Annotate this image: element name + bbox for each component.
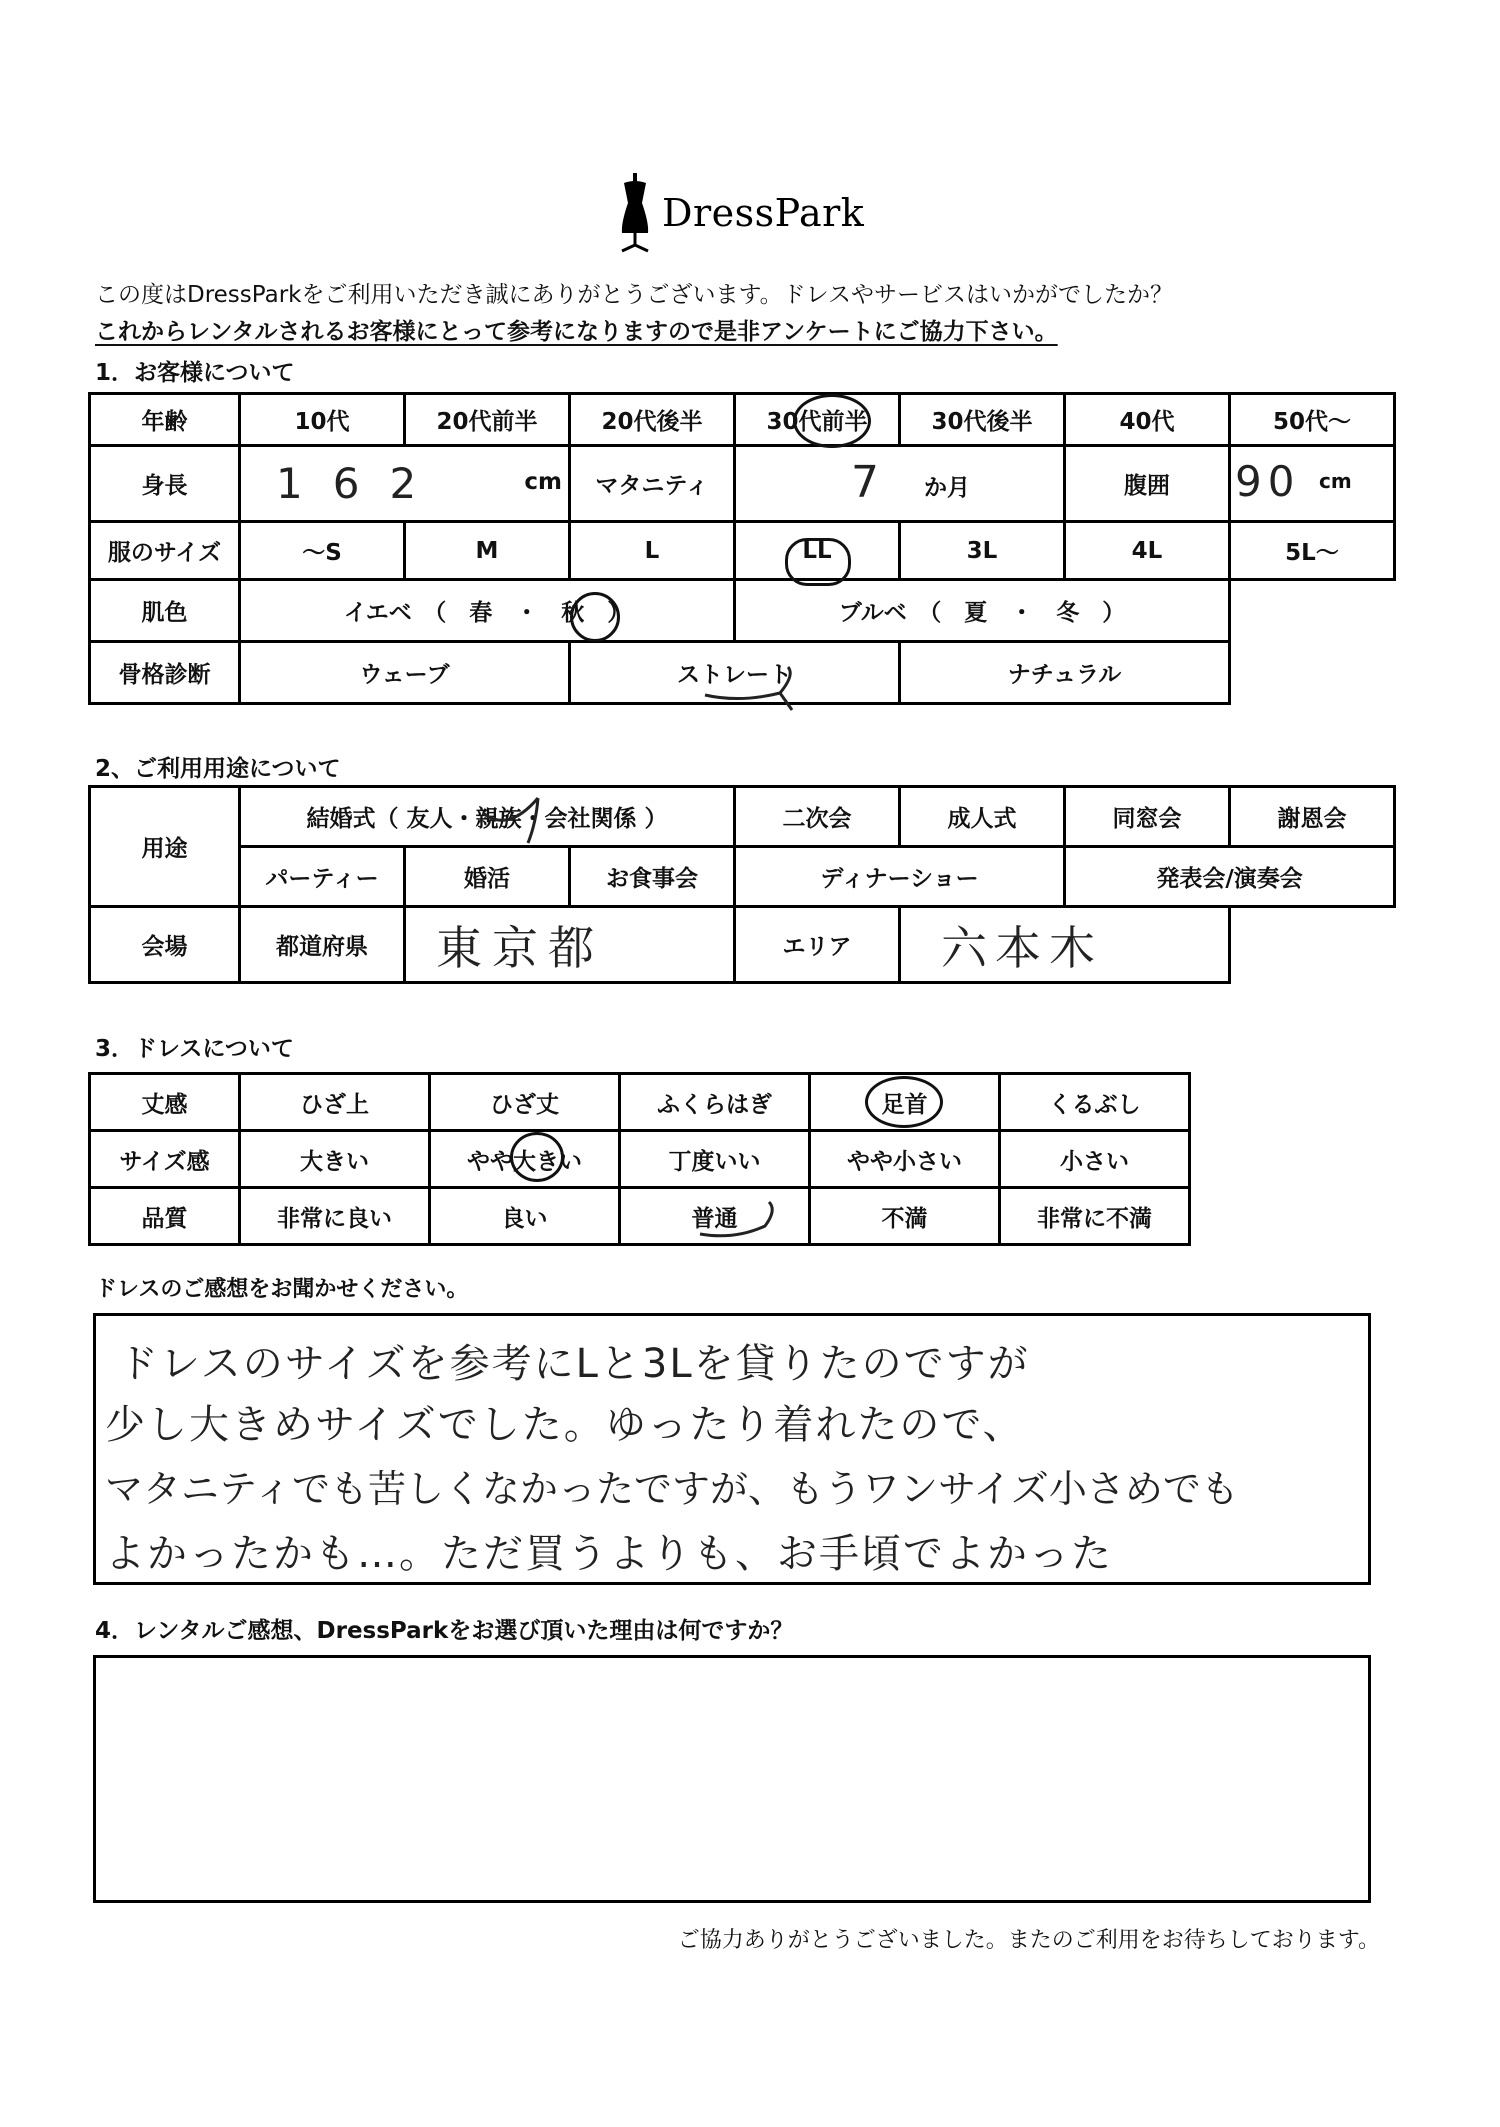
purpose-option[interactable]: 同窓会 <box>1065 787 1230 847</box>
quality-option-selected[interactable]: 普通 <box>620 1188 810 1245</box>
prefecture-label: 都道府県 <box>240 907 405 983</box>
age-option[interactable]: 40代 <box>1065 394 1230 446</box>
length-label: 丈感 <box>90 1074 240 1131</box>
quality-label: 品質 <box>90 1188 240 1245</box>
dress-form-icon <box>618 173 652 253</box>
age-option[interactable]: 20代前半 <box>405 394 570 446</box>
size-option[interactable]: 5L～ <box>1230 522 1395 580</box>
fit-option[interactable]: 小さい <box>1000 1131 1190 1188</box>
section1-title: 1．お客様について <box>95 360 295 386</box>
size-option-selected[interactable]: LL <box>735 522 900 580</box>
waist-unit: cm <box>1319 469 1352 493</box>
fit-option[interactable]: やや小さい <box>810 1131 1000 1188</box>
selection-mark <box>478 788 558 848</box>
fit-option[interactable]: 丁度いい <box>620 1131 810 1188</box>
section2-title: 2、ご利用用途について <box>95 756 341 782</box>
frame-option[interactable]: ナチュラル <box>900 642 1230 704</box>
size-option[interactable]: ～S <box>240 522 405 580</box>
venue-label: 会場 <box>90 907 240 983</box>
closing-message: ご協力ありがとうございました。またのご利用をお待ちしております。 <box>677 1928 1380 1953</box>
height-label: 身長 <box>90 446 240 522</box>
purpose-option[interactable]: お食事会 <box>570 847 735 907</box>
impression-title: ドレスのご感想をお聞かせください。 <box>95 1277 469 1302</box>
skin-yellow-option[interactable]: イエベ （ 春 ・ 秋 ） <box>240 580 735 642</box>
length-option[interactable]: ひざ上 <box>240 1074 430 1131</box>
length-option[interactable]: ひざ丈 <box>430 1074 620 1131</box>
waist-field[interactable] <box>1230 446 1395 522</box>
skin-blue-option[interactable]: ブルベ （ 夏 ・ 冬 ） <box>735 580 1230 642</box>
quality-option[interactable]: 不満 <box>810 1188 1000 1245</box>
size-option[interactable]: L <box>570 522 735 580</box>
fit-option[interactable]: 大きい <box>240 1131 430 1188</box>
waist-value: 90 <box>1235 457 1301 506</box>
rental-reason-textarea[interactable] <box>93 1655 1371 1903</box>
section3-title: 3．ドレスについて <box>95 1036 294 1062</box>
skin-label: 肌色 <box>90 580 240 642</box>
age-option[interactable]: 50代～ <box>1230 394 1395 446</box>
height-field[interactable] <box>240 446 570 522</box>
purpose-wedding[interactable]: 結婚式（ 友人・親族・会社関係 ） <box>240 787 735 847</box>
impression-line: マタニティでも苦しくなかったですが、もうワンサイズ小さめでも <box>105 1467 1239 1511</box>
selection-circle <box>785 538 851 586</box>
quality-option[interactable]: 非常に不満 <box>1000 1188 1190 1245</box>
selection-circle <box>570 592 620 642</box>
purpose-table <box>88 785 1396 984</box>
impression-line: ドレスのサイズを参考にLと3Lを貸りたのですが <box>118 1341 1030 1387</box>
selection-circle <box>793 394 871 448</box>
height-value: 162 <box>276 459 447 508</box>
impression-line: 少し大きめサイズでした。ゆったり着れたので、 <box>105 1402 1025 1448</box>
section4-title: 4．レンタルご感想、DressParkをお選び頂いた理由は何ですか？ <box>95 1618 794 1644</box>
waist-label: 腹囲 <box>1065 446 1230 522</box>
age-option-selected[interactable]: 30代前半 <box>735 394 900 446</box>
frame-option-selected[interactable]: ストレート <box>570 642 900 704</box>
selection-mark <box>700 665 810 715</box>
purpose-option[interactable]: パーティー <box>240 847 405 907</box>
frame-option[interactable]: ウェーブ <box>240 642 570 704</box>
maternity-label: マタニティ <box>570 446 735 522</box>
prefecture-field[interactable] <box>405 907 735 983</box>
quality-option[interactable]: 良い <box>430 1188 620 1245</box>
size-option[interactable]: M <box>405 522 570 580</box>
purpose-label: 用途 <box>90 787 240 907</box>
age-option[interactable]: 10代 <box>240 394 405 446</box>
purpose-option[interactable]: 成人式 <box>900 787 1065 847</box>
length-option-selected[interactable]: 足首 <box>810 1074 1000 1131</box>
age-option[interactable]: 20代後半 <box>570 394 735 446</box>
intro-request: これからレンタルされるお客様にとって参考になりますので是非アンケートにご協力下さい。 <box>95 319 1058 345</box>
customer-table <box>88 392 1396 705</box>
size-option[interactable]: 3L <box>900 522 1065 580</box>
frame-label: 骨格診断 <box>90 642 240 704</box>
area-label: エリア <box>735 907 900 983</box>
purpose-option[interactable]: 婚活 <box>405 847 570 907</box>
brand-logo <box>618 168 864 258</box>
purpose-option[interactable]: 謝恩会 <box>1230 787 1395 847</box>
length-option[interactable]: ふくらはぎ <box>620 1074 810 1131</box>
maternity-value: 7 <box>851 457 879 508</box>
age-option[interactable]: 30代後半 <box>900 394 1065 446</box>
maternity-unit: か月 <box>924 475 970 501</box>
size-label: 服のサイズ <box>90 522 240 580</box>
impression-line: よかったかも…。ただ買うよりも、お手頃でよかった <box>105 1531 1113 1577</box>
length-option[interactable]: くるぶし <box>1000 1074 1190 1131</box>
selection-mark <box>695 1196 785 1242</box>
brand-name: DressPark <box>662 191 865 235</box>
area-field[interactable] <box>900 907 1230 983</box>
dress-table <box>88 1072 1191 1246</box>
area-value: 六本木 <box>941 920 1104 975</box>
fit-label: サイズ感 <box>90 1131 240 1188</box>
maternity-field[interactable] <box>735 446 1065 522</box>
quality-option[interactable]: 非常に良い <box>240 1188 430 1245</box>
selection-circle <box>510 1132 564 1182</box>
size-option[interactable]: 4L <box>1065 522 1230 580</box>
fit-option-selected[interactable]: やや大きい <box>430 1131 620 1188</box>
height-unit: cm <box>524 469 562 495</box>
purpose-option[interactable]: 二次会 <box>735 787 900 847</box>
selection-circle <box>865 1076 943 1128</box>
prefecture-value: 東京都 <box>436 920 604 975</box>
purpose-option[interactable]: 発表会/演奏会 <box>1065 847 1395 907</box>
purpose-option[interactable]: ディナーショー <box>735 847 1065 907</box>
age-label: 年齢 <box>90 394 240 446</box>
intro-text: この度はDressParkをご利用いただき誠にありがとうございます。ドレスやサービスはいかがでしたか？ <box>95 282 1173 308</box>
